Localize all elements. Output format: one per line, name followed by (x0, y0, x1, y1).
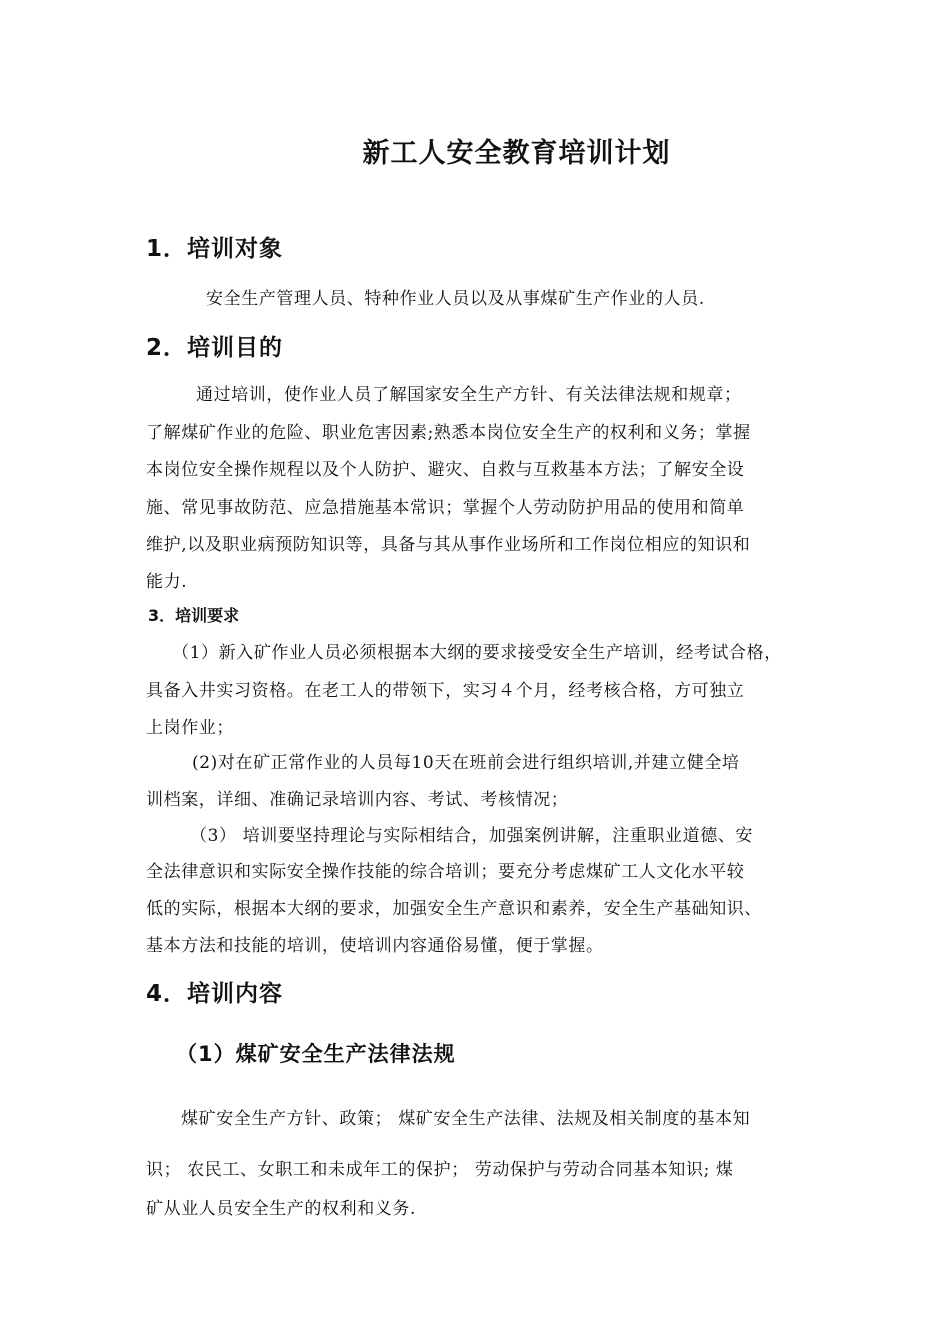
section-2-line: 施、常见事故防范、应急措施基本常识；掌握个人劳动防护用品的使用和简单 (146, 498, 745, 518)
section-2-line: 能力. (146, 572, 188, 592)
section-1-line: 安全生产管理人员、特种作业人员以及从事煤矿生产作业的人员. (206, 289, 705, 309)
section-3-line: 基本方法和技能的培训，使培训内容通俗易懂，便于掌握。 (146, 936, 604, 956)
section-3-line: 训档案，详细、准确记录培训内容、考试、考核情况； (146, 790, 569, 810)
section-2-heading: 2．培训目的 (146, 335, 284, 361)
section-3-line: 具备入井实习资格。在老工人的带领下，实习４个月，经考核合格，方可独立 (146, 681, 745, 701)
section-1-heading: 1．培训对象 (146, 236, 284, 262)
section-3-line: （3） 培训要坚持理论与实际相结合，加强案例讲解，注重职业道德、安 (190, 826, 754, 846)
subsection-1-line: 矿从业人员安全生产的权利和义务. (146, 1199, 417, 1219)
document-title: 新工人安全教育培训计划 (362, 138, 671, 169)
section-2-line: 通过培训，使作业人员了解国家安全生产方针、有关法律法规和规章； (196, 385, 742, 405)
section-3-line: 全法律意识和实际安全操作技能的综合培训；要充分考虑煤矿工人文化水平较 (146, 862, 745, 882)
section-3-heading: 3．培训要求 (148, 606, 240, 625)
section-3-line: (2)对在矿正常作业的人员每10天在班前会进行组织培训,并建立健全培 (192, 753, 740, 773)
section-2-line: 维护,以及职业病预防知识等，具备与其从事作业场所和工作岗位相应的知识和 (146, 535, 751, 555)
section-4-heading: 4．培训内容 (146, 981, 284, 1007)
section-3-line: （1）新入矿作业人员必须根据本大纲的要求接受安全生产培训，经考试合格， (172, 643, 782, 663)
subsection-1-line: 识； 农民工、女职工和未成年工的保护； 劳动保护与劳动合同基本知识; 煤 (146, 1160, 734, 1180)
section-3-line: 低的实际，根据本大纲的要求，加强安全生产意识和素养，安全生产基础知识、 (146, 899, 762, 919)
subsection-1-line: 煤矿安全生产方针、政策； 煤矿安全生产法律、法规及相关制度的基本知 (181, 1109, 751, 1129)
section-3-line: 上岗作业； (146, 718, 234, 738)
subsection-1-heading: （1）煤矿安全生产法律法规 (176, 1042, 456, 1066)
section-2-line: 本岗位安全操作规程以及个人防护、避灾、自救与互救基本方法；了解安全设 (146, 460, 745, 480)
section-2-line: 了解煤矿作业的危险、职业危害因素;熟悉本岗位安全生产的权利和义务；掌握 (146, 423, 751, 443)
